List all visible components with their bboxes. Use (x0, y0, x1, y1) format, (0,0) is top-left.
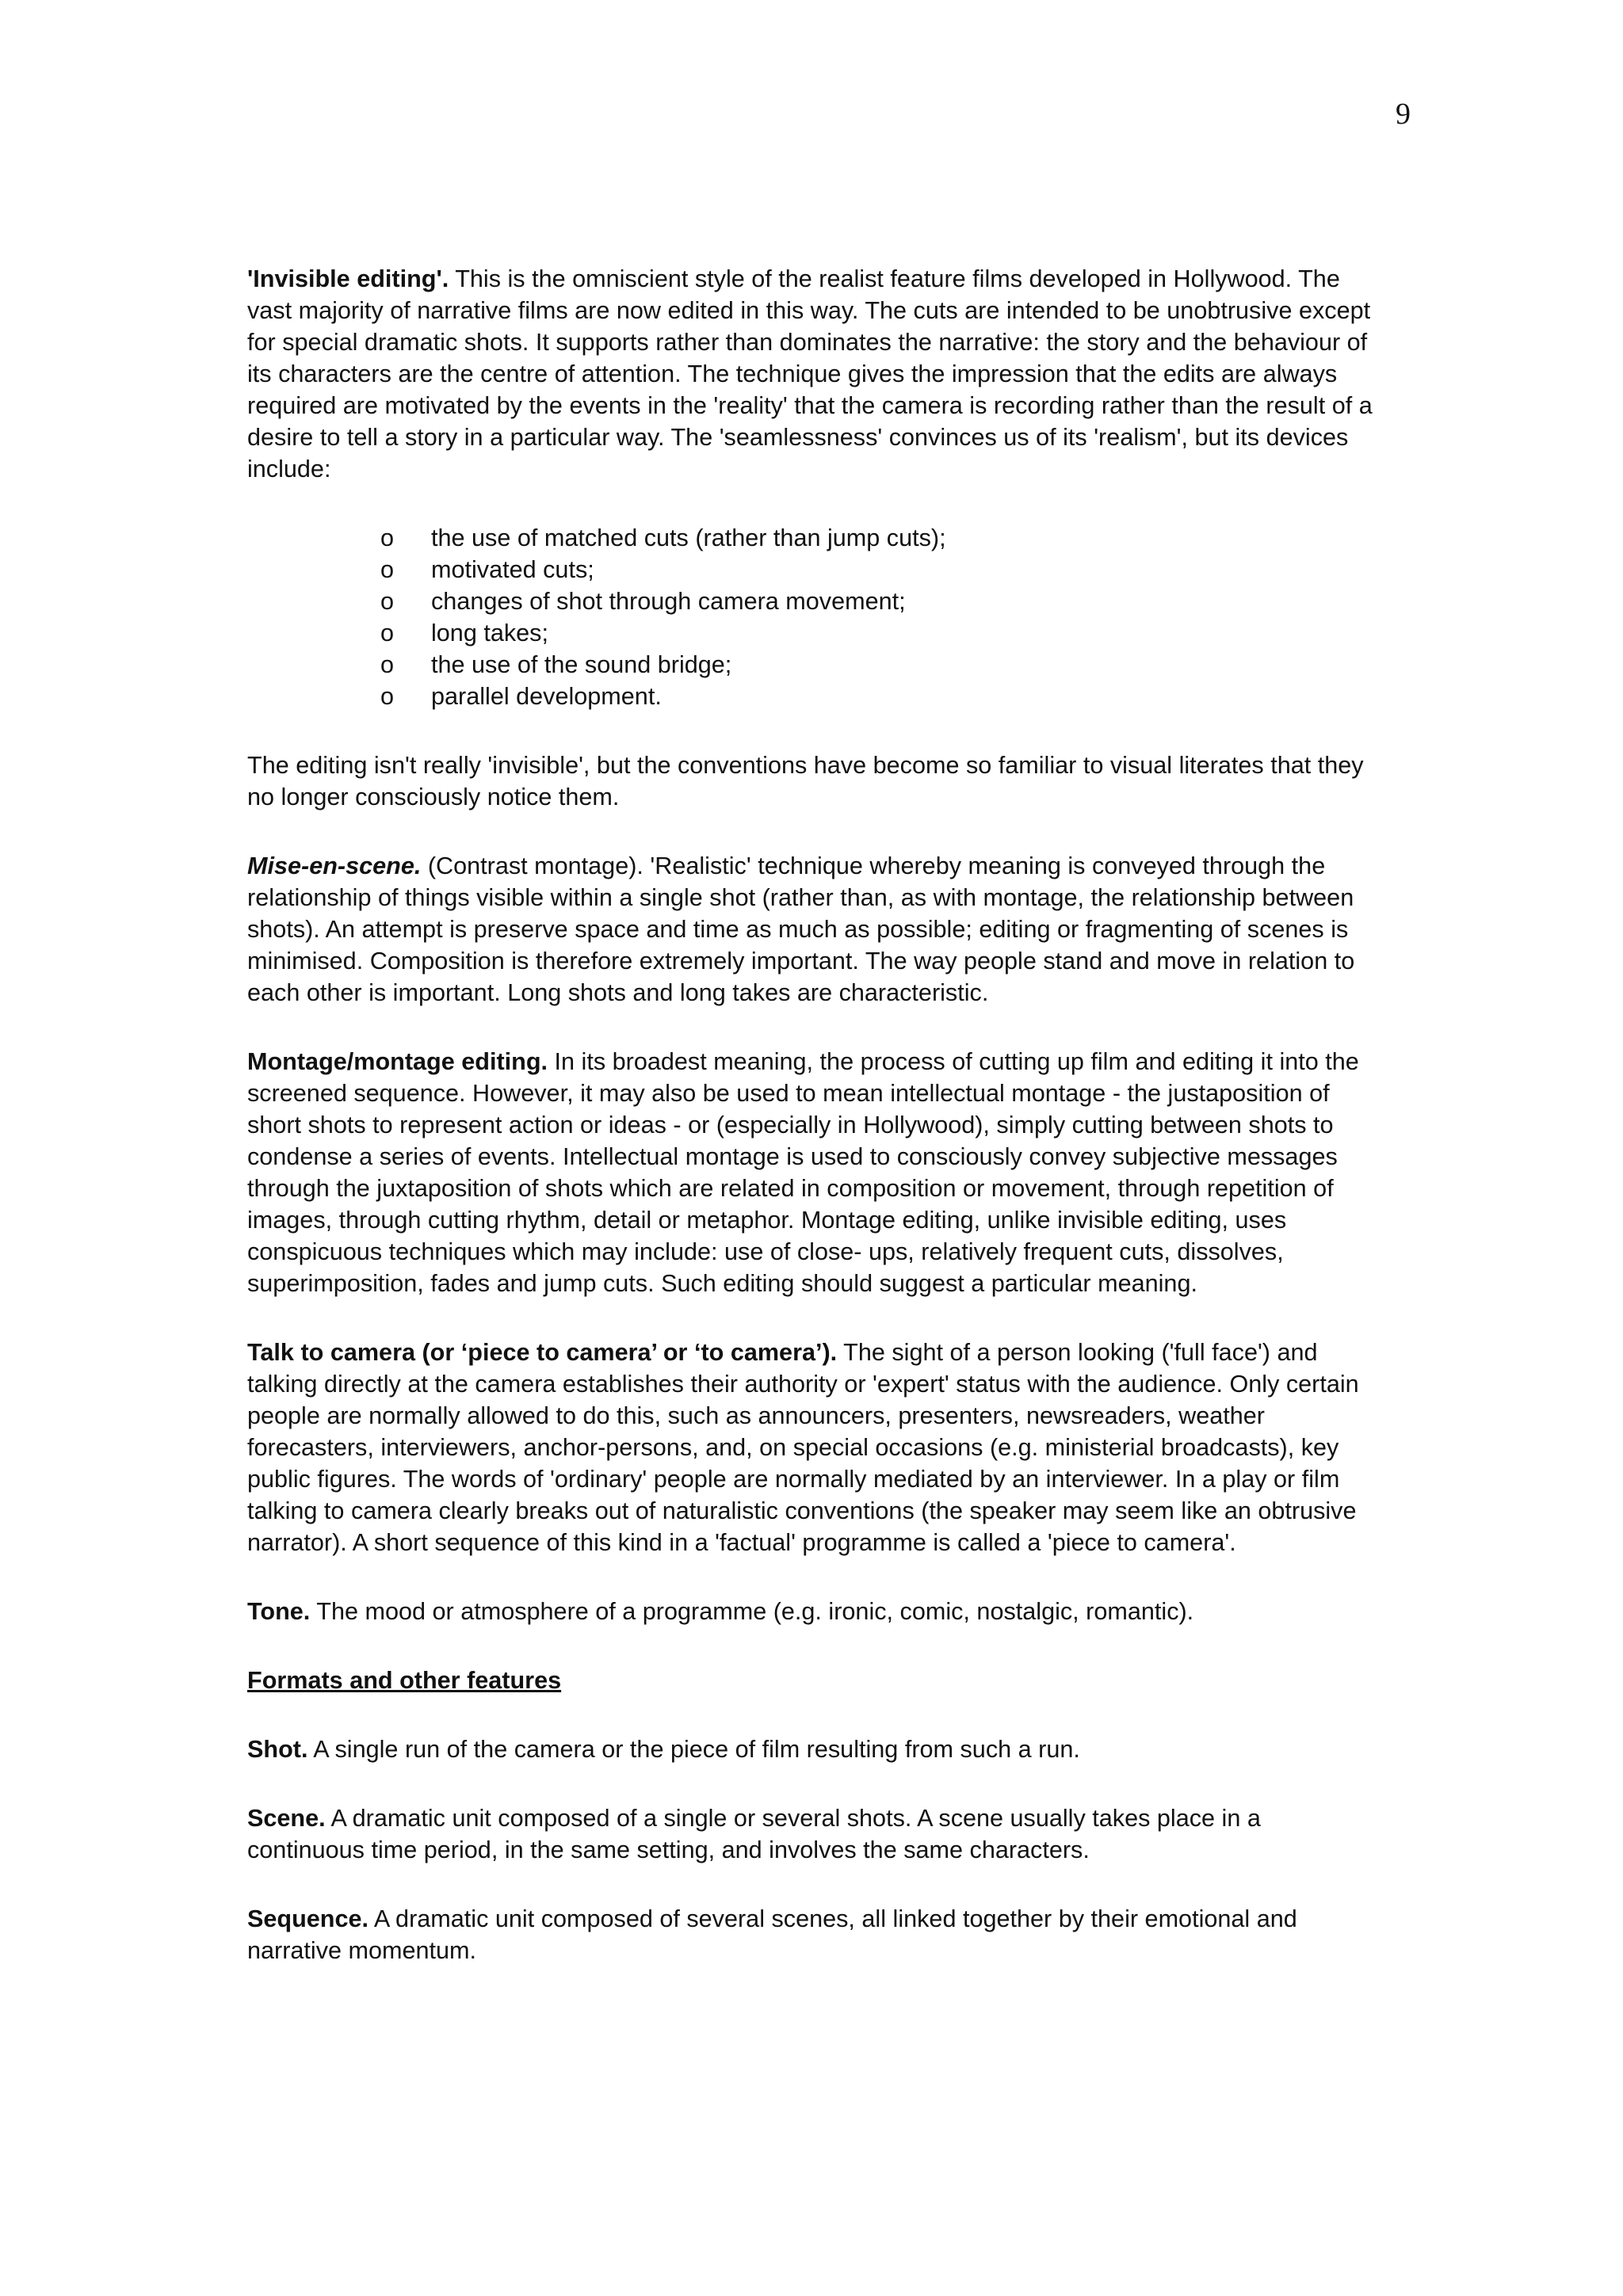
entry-shot (247, 1733, 1381, 1765)
bullet-icon: o (380, 556, 395, 583)
entry-text: The mood or atmosphere of a programme (e.g. ironic, comic, nostalgic, romantic). (310, 1598, 1194, 1625)
list-item-text: parallel development. (431, 683, 662, 710)
bullet-icon: o (380, 588, 395, 615)
bullet-icon: o (380, 651, 395, 678)
entry-text: A dramatic unit composed of several scenes, all linked together by their emotional and narrative momentum. (247, 1905, 1297, 1964)
entry-term: Montage/montage editing. (247, 1048, 548, 1075)
list-item-text: long takes; (431, 620, 548, 646)
list-item (380, 585, 1381, 617)
entry-term: Talk to camera (or ‘piece to camera’ or ‘to camera’). (247, 1339, 838, 1366)
devices-list (247, 522, 1381, 712)
list-item (380, 681, 1381, 712)
entry-montage (247, 1046, 1381, 1299)
entry-term: Mise-en-scene. (247, 852, 422, 879)
entry-text: A single run of the camera or the piece of film resulting from such a run. (307, 1736, 1080, 1763)
entry-term: Scene. (247, 1805, 326, 1832)
page-number: 9 (1396, 97, 1411, 131)
bullet-icon: o (380, 524, 395, 551)
entry-tone (247, 1596, 1381, 1627)
entry-text: (Contrast montage). 'Realistic' technique whereby meaning is conveyed through the relationship of things visible within a single shot (rather than, as with montage, the relationship between shots). An attempt is preserve space and time as much as possible; editing or fragmenting of scenes is minimised. Composition is therefore extremely important. The way people stand and move in relation to each other is important. Long shots and long takes are characteristic. (247, 852, 1355, 1006)
list-item-text: changes of shot through camera movement; (431, 588, 906, 615)
list-item-text: motivated cuts; (431, 556, 594, 583)
bullet-icon: o (380, 620, 395, 646)
entry-text: The sight of a person looking ('full face') and talking directly at the camera establishes their authority or 'expert' status with the audience. Only certain people are normally allowed to do this, such as announcers, presenters, newsreaders, weather forecasters, interviewers, anchor-persons, and, on special occasions (e.g. ministerial broadcasts), key public figures. The words of 'ordinary' people are normally mediated by an interviewer. In a play or film talking to camera clearly breaks out of naturalistic conventions (the speaker may seem like an obtrusive narrator). A short sequence of this kind in a 'factual' programme is called a 'piece to camera'. (247, 1339, 1359, 1556)
entry-term: Sequence. (247, 1905, 369, 1932)
document-body (247, 263, 1381, 2004)
entry-term: 'Invisible editing'. (247, 265, 449, 292)
entry-invisible-editing (247, 263, 1381, 485)
bullet-icon: o (380, 683, 395, 710)
entry-talk-to-camera (247, 1337, 1381, 1558)
entry-sequence (247, 1903, 1381, 1966)
entry-mise-en-scene (247, 850, 1381, 1009)
list-item (380, 649, 1381, 681)
entry-text: In its broadest meaning, the process of cutting up film and editing it into the screened sequence. However, it may also be used to mean intellectual montage - the justaposition of short shots to represent action or ideas - or (especially in Hollywood), simply cutting between shots to condense a series of events. Intellectual montage is used to consciously convey subjective messages through the juxtaposition of shots which are related in composition or movement, through repetition of images, through cutting rhythm, detail or metaphor. Montage editing, unlike invisible editing, uses conspicuous techniques which may include: use of close- ups, relatively frequent cuts, dissolves, superimposition, fades and jump cuts. Such editing should suggest a particular meaning. (247, 1048, 1359, 1297)
section-heading: Formats and other features (247, 1667, 562, 1694)
list-item (380, 522, 1381, 554)
entry-text: A dramatic unit composed of a single or several shots. A scene usually takes place in a continuous time period, in the same setting, and involves the same characters. (247, 1805, 1261, 1863)
entry-text: This is the omniscient style of the realist feature films developed in Hollywood. The vast majority of narrative films are now edited in this way. The cuts are intended to be unobtrusive except for special dramatic shots. It supports rather than dominates the narrative: the story and the behaviour of its characters are the centre of attention. The technique gives the impression that the edits are always required are motivated by the events in the 'reality' that the camera is recording rather than the result of a desire to tell a story in a particular way. The 'seamlessness' convinces us of its 'realism', but its devices include: (247, 265, 1373, 482)
entry-scene (247, 1802, 1381, 1866)
list-item-text: the use of the sound bridge; (431, 651, 732, 678)
invisible-editing-followup: The editing isn't really 'invisible', but the conventions have become so familiar to visual literates that they no longer consciously notice them. (247, 752, 1364, 810)
list-item-text: the use of matched cuts (rather than jump cuts); (431, 524, 946, 551)
list-item (380, 554, 1381, 585)
entry-term: Tone. (247, 1598, 311, 1625)
list-item (380, 617, 1381, 649)
entry-term: Shot. (247, 1736, 308, 1763)
